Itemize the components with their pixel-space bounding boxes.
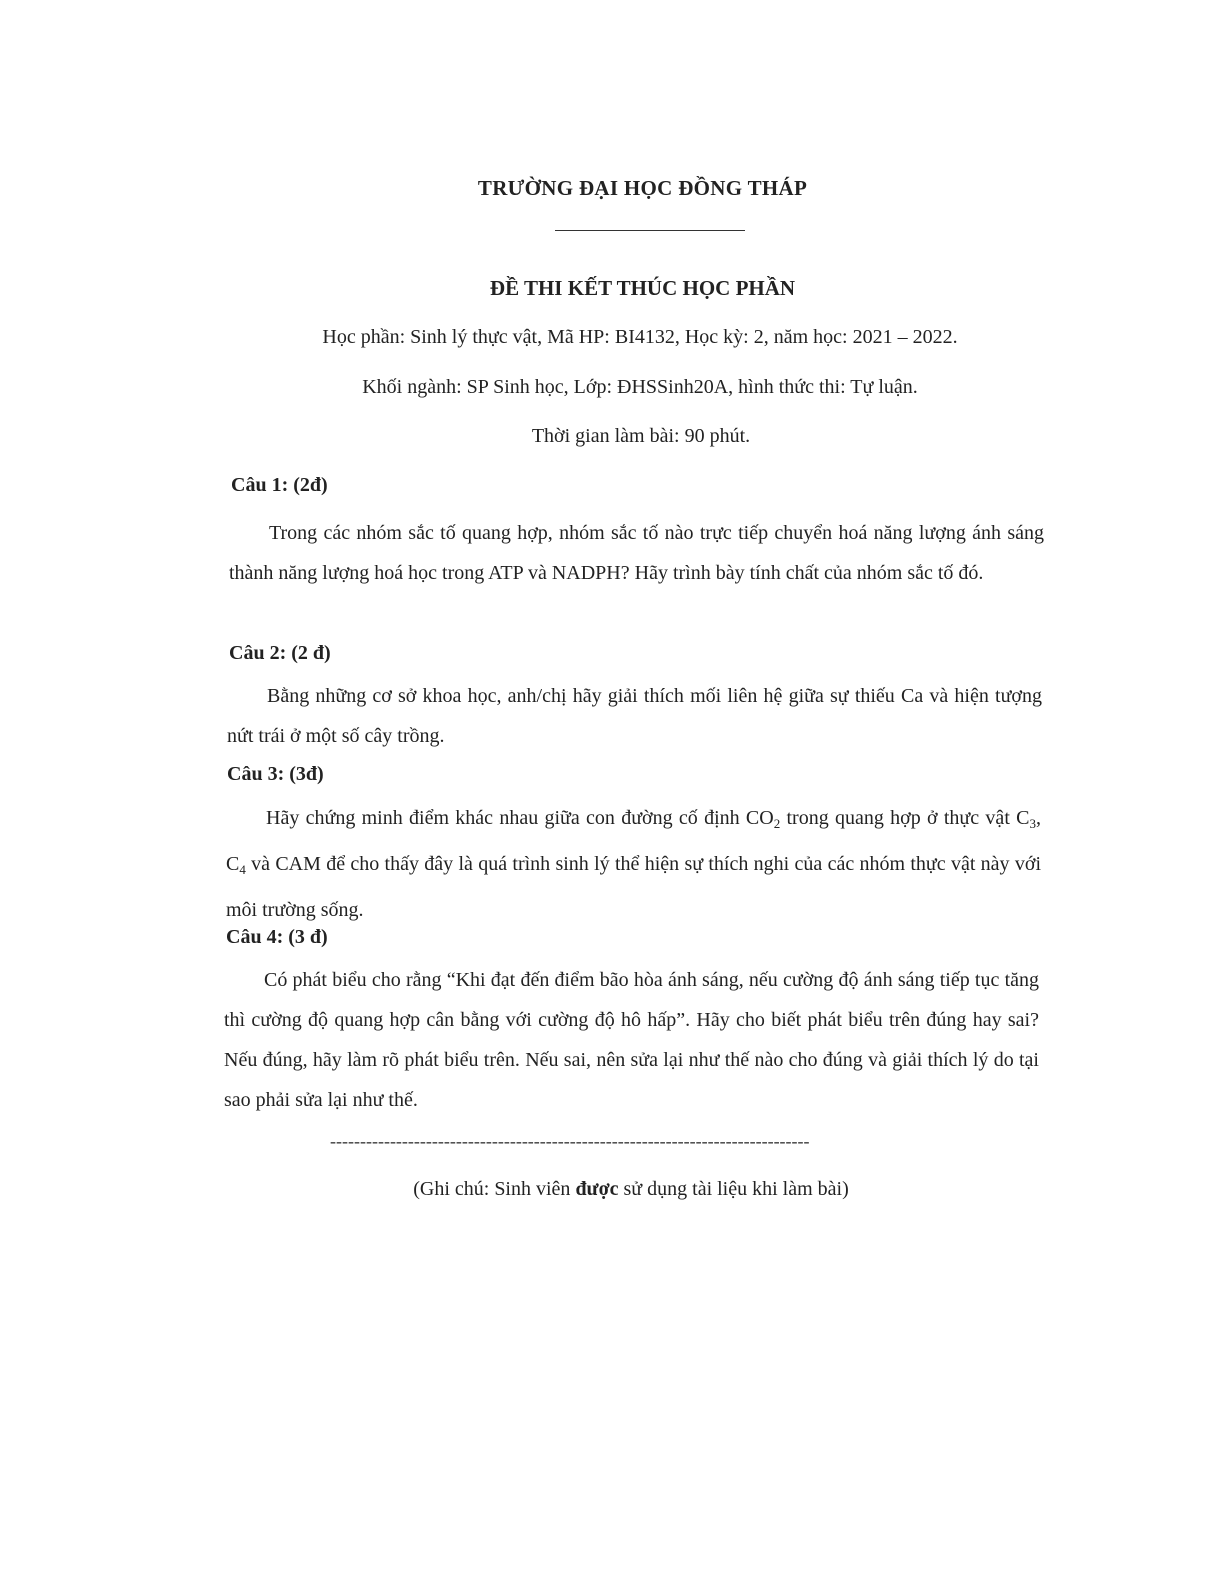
- question-1-heading: Câu 1: (2đ): [231, 474, 328, 496]
- question-3-text: [226, 798, 1041, 930]
- question-3-body: [226, 798, 1041, 930]
- footer-note: [0, 1178, 1225, 1201]
- exam-title: ĐỀ THI KẾT THÚC HỌC PHẦN: [489, 276, 796, 300]
- question-2-body: Bằng những cơ sở khoa học, anh/chị hãy giải thích mối liên hệ giữa sự thiếu Ca và hiện tượng nứt trái ở một số cây trồng.: [227, 685, 1042, 747]
- note-suffix: sử dụng tài liệu khi làm bài): [618, 1178, 849, 1200]
- separator-line: --------------------------------------------------------------------------------: [330, 1131, 810, 1151]
- note-bold: được: [575, 1178, 619, 1200]
- question-4-text: [224, 960, 1039, 1120]
- question-4-body: Có phát biểu cho rằng “Khi đạt đến điểm bão hòa ánh sáng, nếu cường độ ánh sáng tiếp tục tăng thì cường độ quang hợp cân bằng với cường độ hô hấp”. Hãy cho biết phát biểu trên đúng hay sai? Nếu đúng, hãy làm rõ phát biểu trên. Nếu sai, nên sửa lại như thế nào cho đúng và giải thích lý do tại sao phải sửa lại như thế.: [224, 969, 1039, 1111]
- question-4-heading: Câu 4: (3 đ): [226, 926, 328, 948]
- question-3-part-b: trong quang hợp ở thực vật C: [780, 807, 1030, 829]
- question-3-part-d: và CAM để cho thấy đây là quá trình sinh lý thể hiện sự thích nghi của các nhóm thực vật này với môi trường sống.: [226, 853, 1041, 921]
- class-info: Khối ngành: SP Sinh học, Lớp: ĐHSSinh20A, hình thức thi: Tự luận.: [362, 376, 918, 398]
- question-2-text: [227, 676, 1042, 756]
- course-info: Học phần: Sinh lý thực vật, Mã HP: BI4132, Học kỳ: 2, năm học: 2021 – 2022.: [322, 326, 958, 348]
- c3-subscript: 3: [1029, 816, 1036, 831]
- question-2-heading: Câu 2: (2 đ): [229, 642, 331, 664]
- question-3-part-a: Hãy chứng minh điểm khác nhau giữa con đường cố định CO: [266, 807, 774, 829]
- time-info: Thời gian làm bài: 90 phút.: [531, 425, 751, 447]
- title-underline: [555, 230, 745, 231]
- question-3-part-c: , C: [226, 807, 1041, 875]
- question-1-body: Trong các nhóm sắc tố quang hợp, nhóm sắc tố nào trực tiếp chuyển hoá năng lượng ánh sáng thành năng lượng hoá học trong ATP và NADPH? Hãy trình bày tính chất của nhóm sắc tố đó.: [229, 522, 1044, 584]
- note-prefix: (Ghi chú: Sinh viên: [413, 1178, 576, 1200]
- question-1-text: [229, 513, 1044, 593]
- co2-subscript: 2: [773, 816, 781, 831]
- c4-subscript: 4: [239, 862, 246, 877]
- question-3-heading: Câu 3: (3đ): [227, 763, 324, 785]
- school-name: TRƯỜNG ĐẠI HỌC ĐỒNG THÁP: [477, 176, 808, 200]
